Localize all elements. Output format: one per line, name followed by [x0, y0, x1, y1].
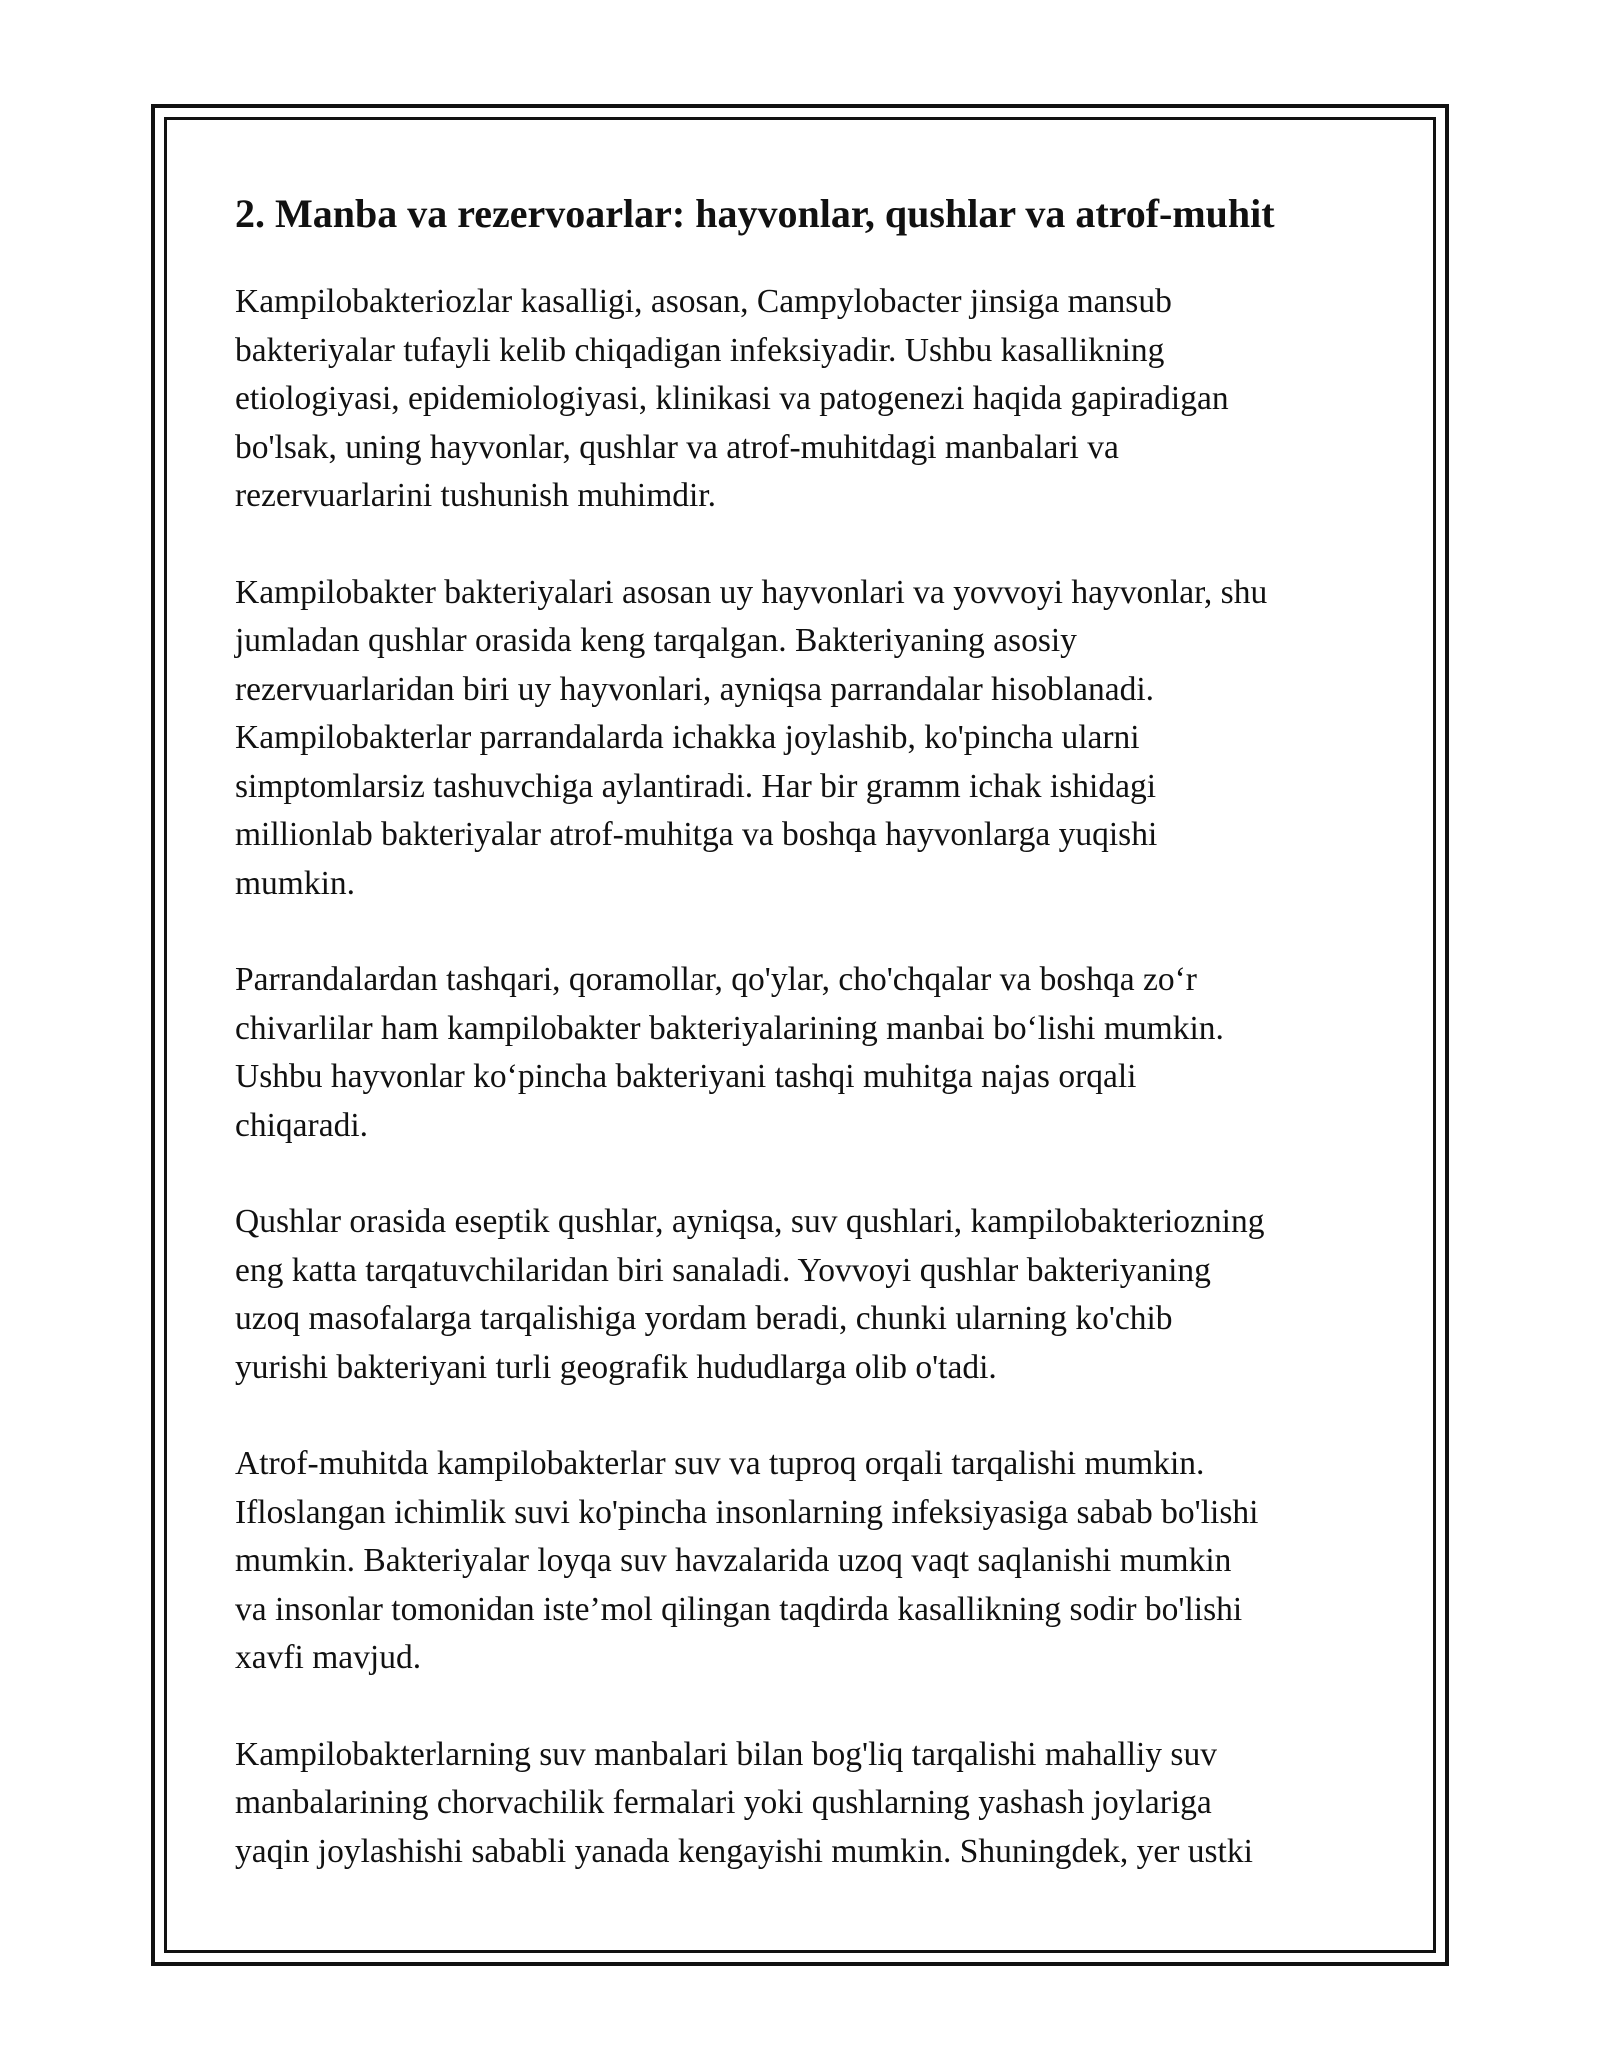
- text-line: jumladan qushlar orasida keng tarqalgan. Bakteriyaning asosiy: [235, 622, 1077, 659]
- text-line: va insonlar tomonidan iste’mol qilingan taqdirda kasallikning sodir bo'lishi: [235, 1590, 1243, 1628]
- text-line: bo'lsak, uning hayvonlar, qushlar va atrof-muhitdagi manbalari va: [235, 428, 1119, 466]
- document-body: [235, 186, 1375, 1924]
- text-line: chiqaradi.: [235, 1106, 369, 1144]
- text-line: etiologiyasi, epidemiologiyasi, klinikasi va patogenezi haqida gapiradigan: [235, 380, 1229, 417]
- text-line: millionlab bakteriyalar atrof-muhitga va boshqa hayvonlarga yuqishi: [235, 816, 1158, 853]
- text-line: Kampilobakteriozlar kasalligi, asosan, Campylobacter jinsiga mansub: [235, 283, 1172, 320]
- text-line: Kampilobakterlarning suv manbalari bilan bog'liq tarqalishi mahalliy suv: [235, 1735, 1217, 1773]
- text-line: chivarlilar ham kampilobakter bakteriyalarining manbai bo‘lishi mumkin.: [235, 1009, 1224, 1047]
- text-line: bakteriyalar tufayli kelib chiqadigan infeksiyadir. Ushbu kasallikning: [235, 331, 1165, 369]
- text-line: manbalarining chorvachilik fermalari yoki qushlarning yashash joylariga: [235, 1784, 1212, 1821]
- paragraph-6: [235, 1731, 1375, 1877]
- text-line: yurishi bakteriyani turli geografik hududlarga olib o'tadi.: [235, 1348, 997, 1386]
- text-line: Qushlar orasida eseptik qushlar, ayniqsa, suv qushlari, kampilobakteriozning: [235, 1203, 1265, 1240]
- text-line: xavfi mavjud.: [235, 1639, 422, 1676]
- paragraph-1: [235, 278, 1375, 521]
- text-line: Atrof-muhitda kampilobakterlar suv va tuproq orqali tarqalishi mumkin.: [235, 1445, 1205, 1482]
- text-line: mumkin.: [235, 864, 356, 902]
- text-line: Ifloslangan ichimlik suvi ko'pincha insonlarning infeksiyasiga sabab bo'lishi: [235, 1493, 1259, 1531]
- paragraph-4: [235, 1198, 1375, 1392]
- text-line: uzoq masofalarga tarqalishiga yordam beradi, chunki ularning ko'chib: [235, 1300, 1173, 1337]
- paragraph-3: [235, 956, 1375, 1150]
- text-line: rezervuarlaridan biri uy hayvonlari, ayniqsa parrandalar hisoblanadi.: [235, 670, 1155, 708]
- text-line: Ushbu hayvonlar ko‘pincha bakteriyani tashqi muhitga najas orqali: [235, 1058, 1137, 1095]
- text-line: eng katta tarqatuvchilaridan biri sanaladi. Yovvoyi qushlar bakteriyaning: [235, 1251, 1211, 1289]
- text-line: Kampilobakter bakteriyalari asosan uy hayvonlari va yovvoyi hayvonlar, shu: [235, 573, 1268, 611]
- text-line: Kampilobakterlar parrandalarda ichakka joylashib, ko'pincha ularni: [235, 719, 1140, 756]
- text-line: Parrandalardan tashqari, qoramollar, qo'ylar, cho'chqalar va boshqa zo‘r: [235, 961, 1197, 998]
- section-heading: 2. Manba va rezervoarlar: hayvonlar, qushlar va atrof-muhit: [235, 191, 1275, 236]
- paragraph-2: [235, 569, 1375, 909]
- paragraph-5: [235, 1440, 1375, 1683]
- text-line: rezervuarlarini tushunish muhimdir.: [235, 477, 716, 514]
- text-line: mumkin. Bakteriyalar loyqa suv havzalarida uzoq vaqt saqlanishi mumkin: [235, 1542, 1232, 1579]
- text-line: yaqin joylashishi sababli yanada kengayishi mumkin. Shuningdek, yer ustki: [235, 1832, 1253, 1870]
- text-line: simptomlarsiz tashuvchiga aylantiradi. Har bir gramm ichak ishidagi: [235, 767, 1157, 805]
